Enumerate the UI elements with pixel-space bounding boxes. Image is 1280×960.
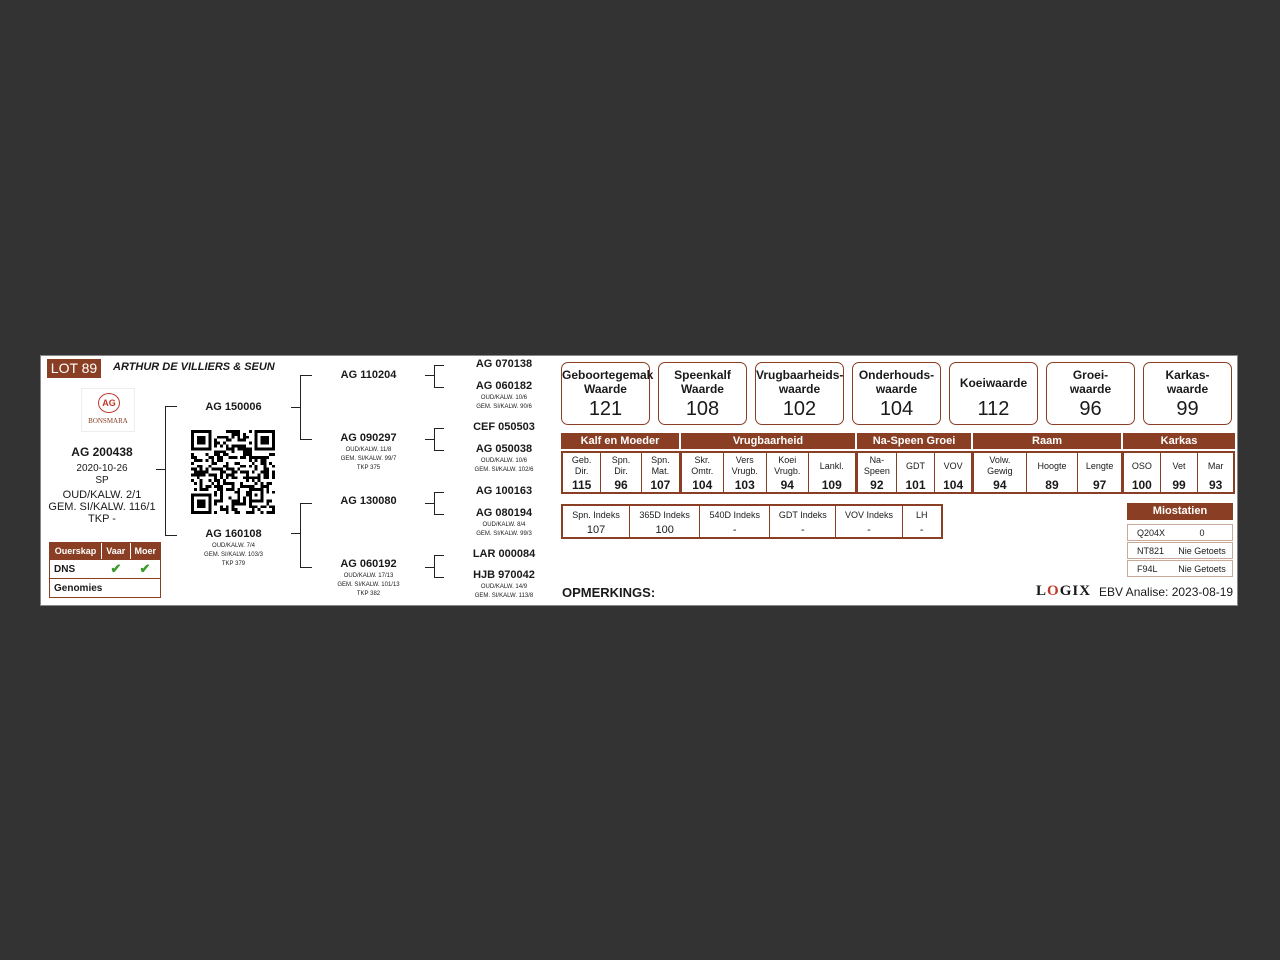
value-label-line2: waarde — [1069, 382, 1112, 396]
dam-oud: OUD/KALW. 7/4 — [212, 543, 255, 549]
sire-name: AG 150006 — [205, 401, 262, 413]
ebv-cell: Vers Vrugb. 103 — [724, 453, 768, 492]
sire-col-header: Vaar — [101, 543, 129, 559]
dns-row — [50, 559, 160, 578]
sire-dam-gem: GEM. SI/KALW. 99/7 — [340, 456, 397, 462]
value-number: 99 — [1176, 398, 1199, 420]
value-label-line2: Waarde — [584, 382, 627, 396]
logix-logo: LOGIX — [1036, 583, 1092, 599]
myostatin-row: F94L Nie Getoets — [1127, 560, 1233, 577]
animal-tkp: TKP - — [88, 513, 116, 525]
dam-dam-oud: OUD/KALW. 17/13 — [343, 573, 394, 579]
dam-check-icon: ✔ — [139, 561, 151, 576]
lot-card — [40, 355, 1238, 606]
ddd-oud: OUD/KALW. 14/9 — [480, 584, 528, 590]
ddd-name: HJB 970042 — [473, 569, 535, 581]
dam-dam-name: AG 060192 — [340, 558, 397, 570]
ownership-col-header: Ouerskap — [54, 546, 97, 556]
ebv-cell: Spn. Mat. 107 — [650, 455, 671, 492]
dam-name: AG 160108 — [205, 528, 262, 540]
dsd-gem: GEM. SI/KALW. 99/3 — [476, 531, 532, 537]
value-box-carcass — [1143, 362, 1232, 425]
dds-name: LAR 000084 — [472, 548, 536, 560]
frame-values — [973, 451, 1123, 494]
qr-code — [191, 430, 275, 514]
ownership-header — [50, 543, 160, 559]
sire-dam-oud: OUD/KALW. 11/8 — [345, 447, 392, 453]
value-number: 121 — [588, 398, 623, 420]
value-label-line1: Vrugbaarheids- — [756, 368, 844, 382]
sire-check-icon: ✔ — [110, 561, 122, 576]
birth-date: 2020-10-26 — [76, 463, 128, 474]
ebv-cell: GDT 101 — [897, 453, 936, 492]
ebv-cell: OSO 100 — [1123, 453, 1161, 492]
carcass-values — [1123, 451, 1235, 494]
ebv-analysis-date: EBV Analise: 2023-08-19 — [1099, 585, 1234, 599]
value-label-line2: waarde — [875, 382, 918, 396]
ssd-gem: GEM. SI/KALW. 90/6 — [476, 404, 532, 410]
dns-label: DNS — [54, 563, 76, 575]
section-header-fertility: Vrugbaarheid — [681, 433, 855, 449]
sdd-name: AG 050038 — [475, 443, 533, 455]
calf-dam-values — [561, 451, 681, 494]
myostatin-header: Miostatien — [1127, 503, 1233, 520]
index-cell: 540D Indeks - — [700, 506, 770, 537]
myostatin-row: NT821 Nie Getoets — [1127, 542, 1233, 559]
remarks-label: OPMERKINGS: — [562, 585, 656, 600]
bonsmara-logo — [81, 388, 135, 432]
value-number: 104 — [879, 398, 914, 420]
value-number: 108 — [685, 398, 720, 420]
myostatin-row: Q204X 0 — [1127, 524, 1233, 541]
dam-tkp: TKP 379 — [221, 561, 246, 567]
value-box-weaner — [658, 362, 747, 425]
logo-text: BONSMARA — [88, 417, 128, 425]
dss-name: AG 100163 — [475, 485, 533, 497]
value-label-line2: Waarde — [681, 382, 724, 396]
value-box-cow — [949, 362, 1038, 425]
ebv-cell: Koei Vrugb. 94 — [767, 453, 809, 492]
ebv-cell: Lengte 97 — [1085, 460, 1114, 492]
animal-gem: GEM. SI/KALW. 116/1 — [48, 501, 156, 513]
sdd-oud: OUD/KALW. 10/6 — [480, 458, 528, 464]
section-header-carcass: Karkas — [1123, 433, 1235, 449]
section-header-calf-dam: Kalf en Moeder — [561, 433, 679, 449]
dam-dam-gem: GEM. SI/KALW. 101/13 — [337, 582, 400, 588]
sss-name: AG 070138 — [475, 358, 533, 370]
value-label-line1: Groei- — [1072, 368, 1109, 382]
dam-gem: GEM. SI/KALW. 103/3 — [204, 552, 263, 558]
ebv-cell: VOV 104 — [943, 460, 964, 492]
ebv-cell: Na- Speen 92 — [857, 453, 897, 492]
logix-o-icon: O — [1047, 583, 1060, 599]
value-label-line1: Koeiwaarde — [959, 376, 1028, 390]
ebv-cell: Hoogte 89 — [1027, 453, 1079, 492]
ownership-table — [49, 542, 161, 598]
dam-sire-name: AG 130080 — [340, 495, 397, 507]
value-box-maintenance — [852, 362, 941, 425]
dsd-oud: OUD/KALW. 8/4 — [482, 522, 526, 528]
value-label-line1: Karkas- — [1165, 368, 1210, 382]
value-label-line2: waarde — [778, 382, 821, 396]
animal-sp: SP — [95, 475, 109, 486]
postweaning-values — [857, 451, 973, 494]
dam-dam-tkp: TKP 382 — [356, 591, 381, 597]
value-box-birth-ease — [561, 362, 654, 425]
ebv-cell: Mar 93 — [1207, 460, 1224, 492]
ddd-gem: GEM. SI/KALW. 113/8 — [474, 593, 534, 599]
ssd-oud: OUD/KALW. 10/6 — [480, 395, 528, 401]
value-number: 102 — [782, 398, 817, 420]
lot-number: LOT 89 — [47, 359, 101, 378]
index-cell: LH - — [916, 509, 928, 536]
sds-name: CEF 050503 — [473, 421, 535, 433]
index-table — [561, 504, 943, 539]
value-label-line1: Onderhouds- — [858, 368, 935, 382]
sdd-gem: GEM. SI/KALW. 102/6 — [474, 467, 534, 473]
ssd-name: AG 060182 — [475, 380, 533, 392]
dam-col-header: Moer — [130, 543, 160, 559]
ebv-cell: Geb. Dir. 115 — [563, 453, 601, 492]
index-cell: Spn. Indeks 107 — [563, 506, 630, 537]
value-number: 96 — [1079, 398, 1102, 420]
ebv-cell: Volw. Gewig 94 — [973, 453, 1027, 492]
fertility-values — [681, 451, 857, 494]
dsd-name: AG 080194 — [475, 507, 533, 519]
value-number: 112 — [977, 398, 1010, 420]
value-box-fertility — [755, 362, 844, 425]
sire-dam-tkp: TKP 375 — [356, 465, 381, 471]
section-header-postweaning: Na-Speen Groei — [857, 433, 971, 449]
ebv-cell: Spn. Dir. 96 — [601, 453, 641, 492]
owner-name: ARTHUR DE VILLIERS & SEUN — [113, 361, 275, 373]
genomics-row — [50, 578, 160, 597]
genomics-label: Genomies — [54, 582, 103, 594]
sire-dam-name: AG 090297 — [340, 432, 397, 444]
value-label-line1: Speenkalf — [674, 368, 731, 382]
value-box-growth — [1046, 362, 1135, 425]
index-cell: 365D Indeks 100 — [630, 506, 700, 537]
index-cell: GDT Indeks - — [770, 506, 836, 537]
ag-logo-mark: AG — [98, 393, 120, 413]
ebv-cell: Vet 99 — [1161, 453, 1199, 492]
ebv-cell: Lankl. 109 — [819, 460, 844, 492]
ebv-cell: Skr. Omtr. 104 — [681, 453, 724, 492]
animal-oud: OUD/KALW. 2/1 — [62, 489, 142, 501]
value-label-line1: Geboortegemak — [562, 368, 654, 382]
animal-id: AG 200438 — [71, 445, 133, 459]
index-cell: VOV Indeks - — [836, 506, 902, 537]
sire-sire-name: AG 110204 — [340, 369, 397, 381]
value-label-line2: waarde — [1166, 382, 1209, 396]
section-header-frame: Raam — [973, 433, 1121, 449]
